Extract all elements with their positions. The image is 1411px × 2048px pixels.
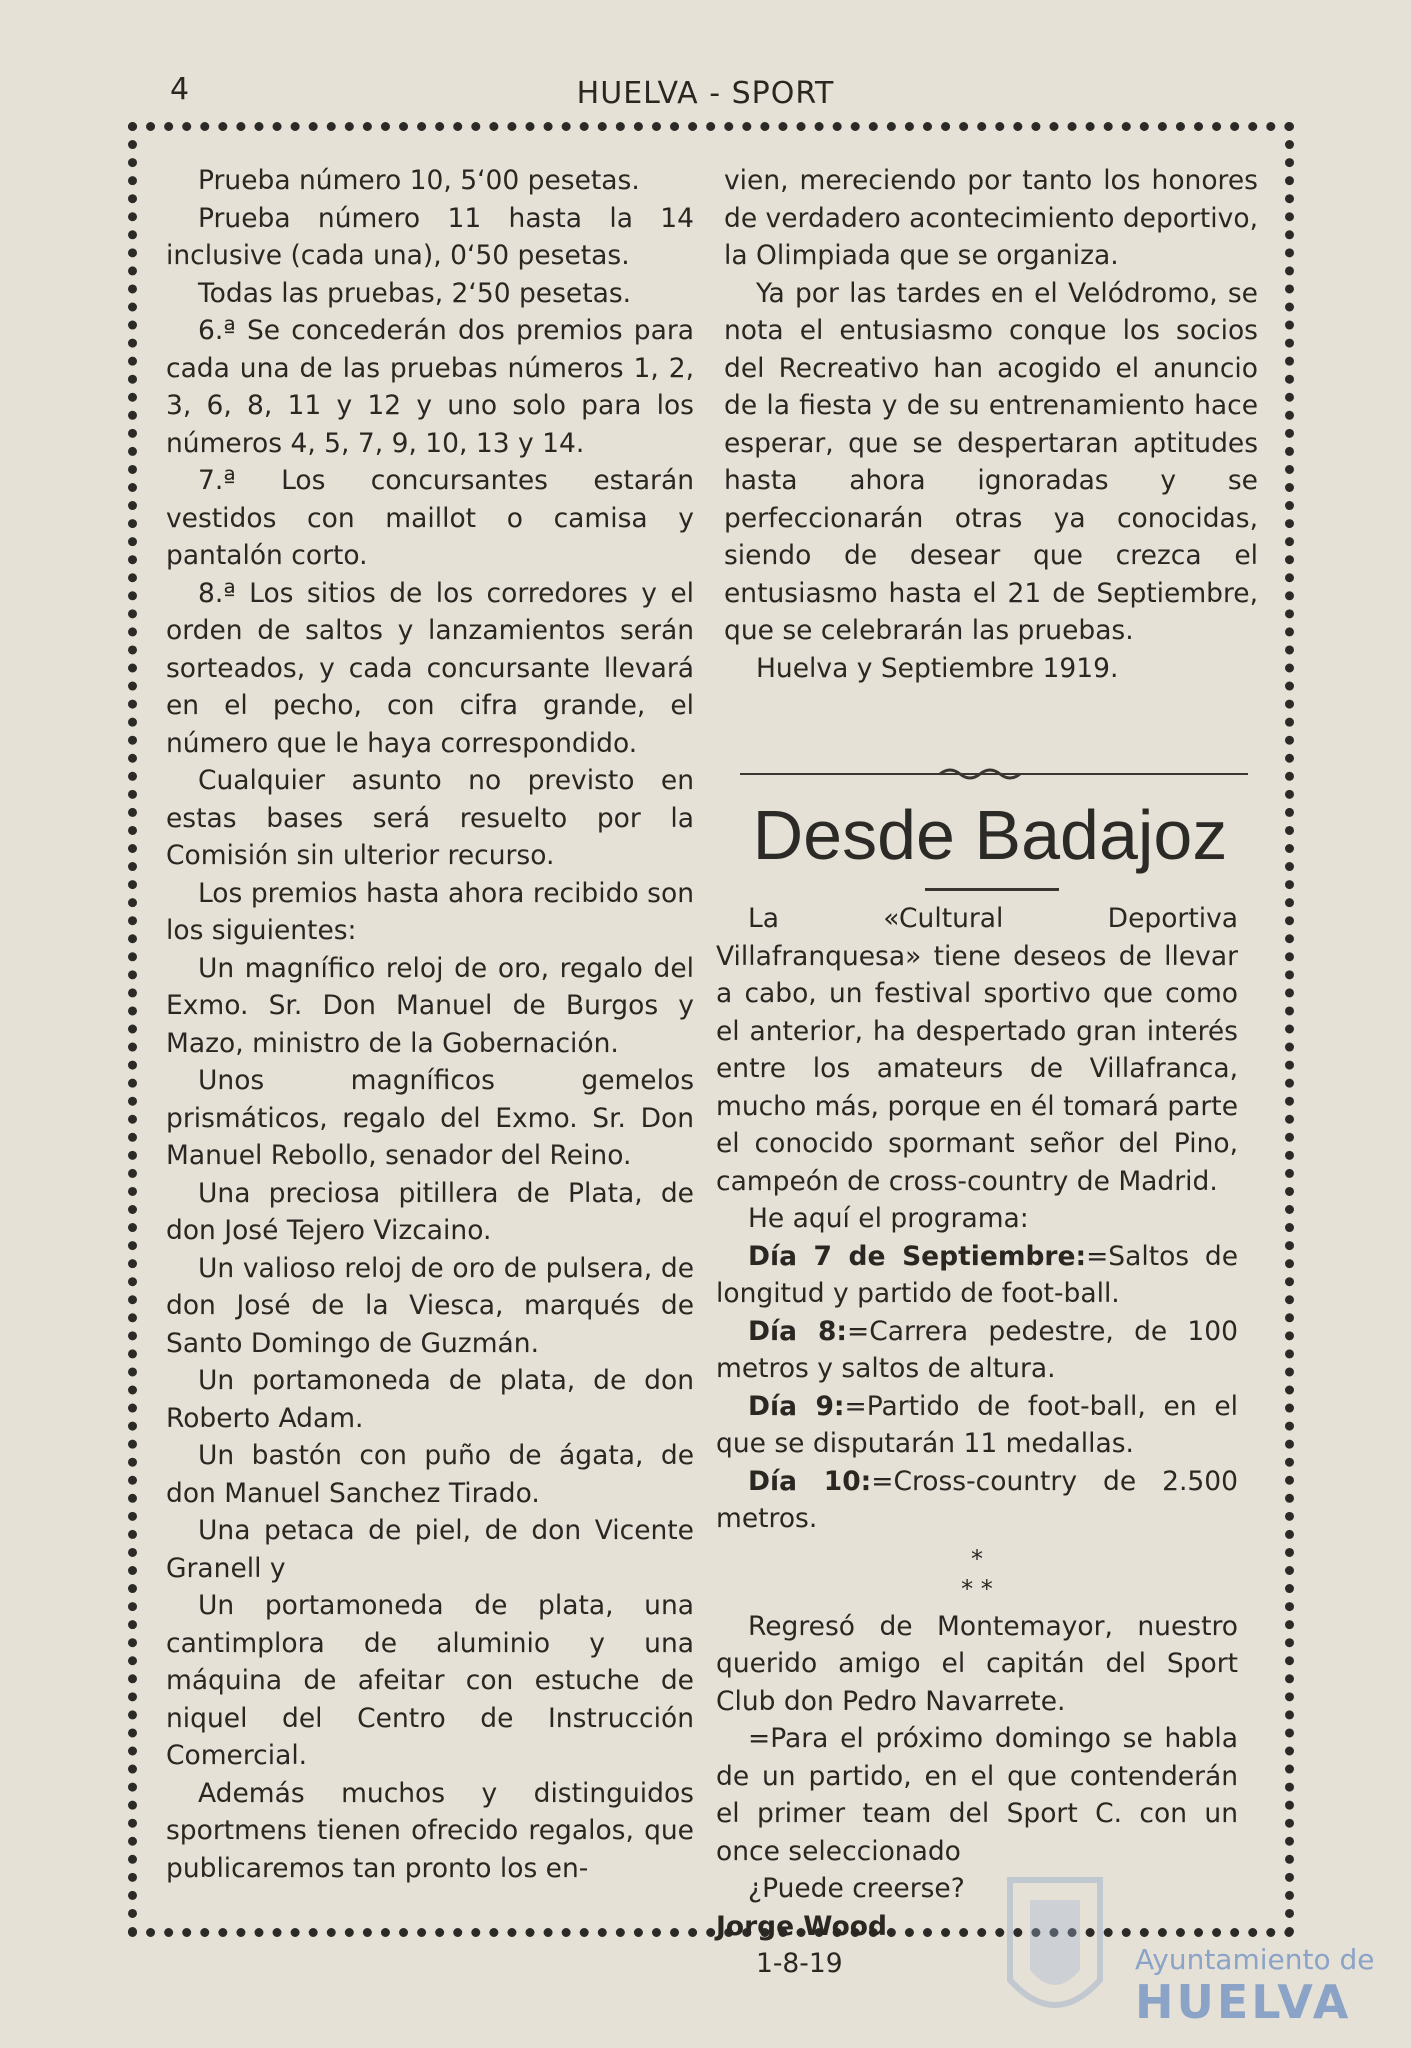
paragraph: Un magnífico reloj de oro, regalo del Exmo. Sr. Don Manuel de Burgos y Mazo, ministro de la Gobernación. bbox=[166, 952, 694, 1059]
paragraph: La «Cultural Deportiva Villafranquesa» tiene deseos de llevar a cabo, un festival sportivo que como el anterior, ha despertado gran interés entre los amateurs de Villafranca, mucho más, porque en él tomará parte el conocido spormant señor del Pino, campeón de cross-country de Madrid. bbox=[716, 903, 1238, 1197]
program-day: Día 8: bbox=[748, 1315, 848, 1347]
paragraph: Prueba número 11 hasta la 14 inclusive (cada una), 0‘50 pesetas. bbox=[166, 202, 694, 271]
paragraph: Un bastón con puño de ágata, de don Manuel Sanchez Tirado. bbox=[166, 1440, 694, 1509]
program-day: Día 7 de Septiembre: bbox=[748, 1240, 1087, 1272]
paragraph: Un portamoneda de plata, una cantimplora de aluminio y una máquina de afeitar con estuche de niquel del Centro de Instrucción Comercial. bbox=[166, 1590, 694, 1771]
program-item bbox=[716, 1388, 1238, 1463]
paragraph: 7.ª Los concursantes estarán vestidos con maillot o camisa y pantalón corto. bbox=[166, 465, 694, 571]
left-column bbox=[166, 162, 694, 1887]
program-day: Día 9: bbox=[748, 1390, 845, 1422]
program-item bbox=[716, 1463, 1238, 1538]
paragraph: =Para el próximo domingo se habla de un partido, en el que contenderán el primer team del Sport C. con un once seleccionado bbox=[716, 1723, 1238, 1867]
running-head: HUELVA - SPORT bbox=[576, 76, 835, 111]
page-number: 4 bbox=[170, 72, 190, 107]
watermark-line1: Ayuntamiento de bbox=[1135, 1943, 1375, 1976]
program-text: =Carrera pedestre, de 100 metros y saltos de altura. bbox=[716, 1315, 1238, 1384]
program-text: =Saltos de longitud y partido de foot-ball. bbox=[716, 1240, 1238, 1309]
section-heading: Desde Badajoz bbox=[752, 796, 1228, 874]
asterism-top: * bbox=[971, 1544, 983, 1573]
dateline: 1-8-19 bbox=[756, 1948, 843, 1979]
paragraph: Cualquier asunto no previsto en estas bases será resuelto por la Comisión sin ulterior recurso. bbox=[166, 765, 694, 871]
heading-rule bbox=[925, 888, 1059, 891]
paragraph: He aquí el programa: bbox=[748, 1203, 1029, 1234]
paragraph: 8.ª Los sitios de los corredores y el orden de saltos y lanzamientos serán sorteados, y cada concursante llevará en el pecho, con cifra grande, el número que le haya correspondido. bbox=[166, 577, 694, 759]
paragraph: Además muchos y distinguidos sportmens tienen ofrecido regalos, que publicaremos tan pronto los en- bbox=[166, 1777, 694, 1884]
right-column-top bbox=[724, 162, 1258, 687]
program-text: =Partido de foot-ball, en el que se disputarán 11 medallas. bbox=[716, 1390, 1238, 1459]
signature: Jorge Wood bbox=[716, 1910, 887, 1942]
paragraph: vien, mereciendo por tanto los honores de verdadero acontecimiento deportivo, la Olimpiada que se organiza. bbox=[724, 165, 1258, 271]
paragraph: ¿Puede creerse? bbox=[748, 1873, 965, 1904]
paragraph: Unos magníficos gemelos prismáticos, regalo del Exmo. Sr. Don Manuel Rebollo, senador del Reino. bbox=[166, 1065, 694, 1171]
paragraph: Un portamoneda de plata, de don Roberto Adam. bbox=[166, 1365, 694, 1434]
paragraph: Todas las pruebas, 2‘50 pesetas. bbox=[198, 277, 632, 309]
paragraph: Ya por las tardes en el Velódromo, se nota el entusiasmo conque los socios del Recreativo han acogido el anuncio de la fiesta y de su entrenamiento hace esperar, que se despertaran aptitudes hasta ahora ignoradas y se perfeccionarán otras ya conocidas, siendo de desear que crezca el entusiasmo hasta el 21 de Septiembre, que se celebrarán las pruebas. bbox=[724, 277, 1258, 646]
asterism bbox=[716, 1538, 1238, 1608]
ornament-divider bbox=[740, 766, 1248, 780]
program-item bbox=[716, 1313, 1238, 1388]
program-item bbox=[716, 1238, 1238, 1313]
paragraph: Una preciosa pitillera de Plata, de don José Tejero Vizcaino. bbox=[166, 1177, 694, 1246]
program-day: Día 10: bbox=[748, 1465, 872, 1497]
paragraph: Prueba número 10, 5‘00 pesetas. bbox=[198, 165, 640, 196]
right-column-bottom bbox=[716, 900, 1238, 1983]
program-text: =Cross-country de 2.500 metros. bbox=[716, 1465, 1238, 1534]
paragraph: Una petaca de piel, de don Vicente Granell y bbox=[166, 1515, 694, 1584]
paragraph: Los premios hasta ahora recibido son los siguientes: bbox=[166, 877, 694, 946]
paragraph: Un valioso reloj de oro de pulsera, de don José de la Viesca, marqués de Santo Domingo de Guzmán. bbox=[166, 1252, 694, 1359]
paragraph: 6.ª Se concederán dos premios para cada una de las pruebas números 1, 2, 3, 6, 8, 11 y 12 y uno solo para los números 4, 5, 7, 9, 10, 13 y 14. bbox=[166, 315, 694, 459]
asterism-bottom: * * bbox=[961, 1574, 993, 1603]
dateline-huelva: Huelva y Septiembre 1919. bbox=[756, 652, 1119, 684]
watermark-line2: HUELVA bbox=[1135, 1975, 1352, 2029]
paragraph: Regresó de Montemayor, nuestro querido amigo el capitán del Sport Club don Pedro Navarrete. bbox=[716, 1610, 1238, 1717]
